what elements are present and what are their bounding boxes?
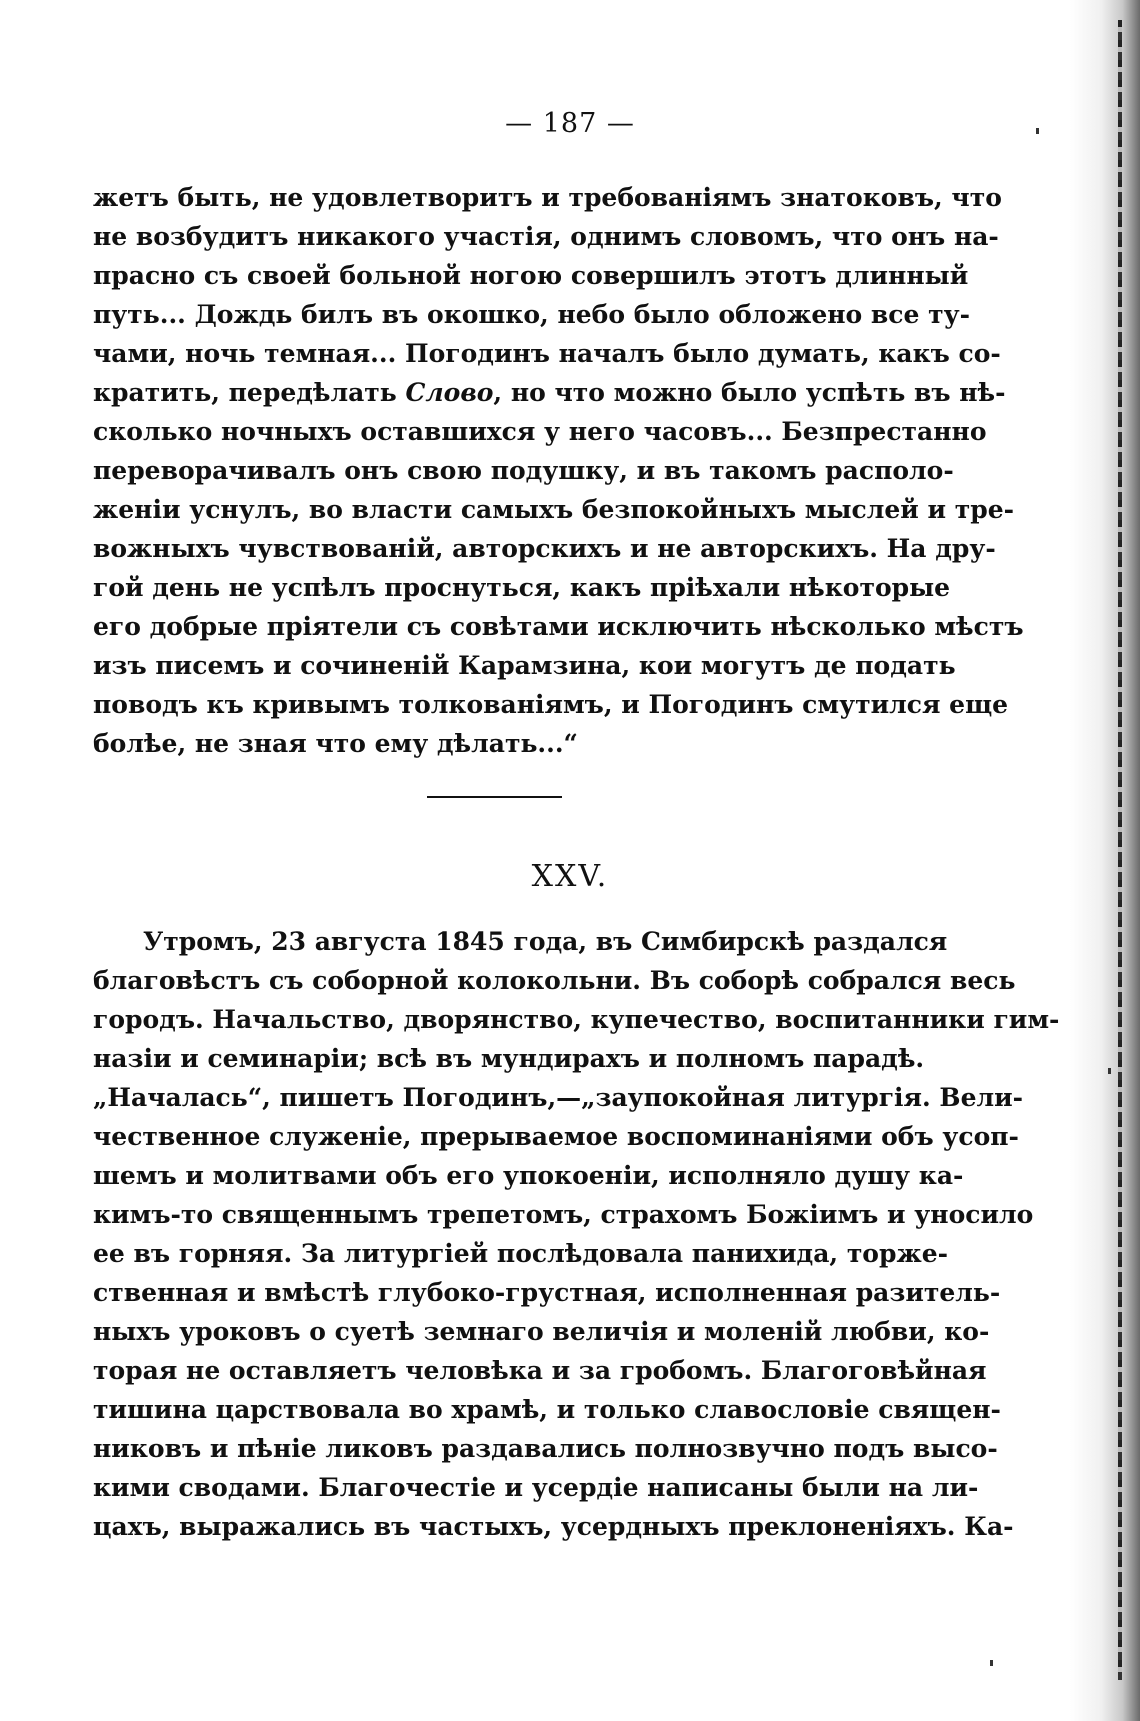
page-number: — 187 — — [505, 108, 635, 139]
text-line: ственная и вмѣстѣ глубоко-грустная, исполненная разитель- — [93, 1278, 1001, 1307]
text-line: переворачивалъ онъ свою подушку, и въ такомъ располо- — [93, 456, 954, 485]
text-line: его добрые пріятели съ совѣтами исключить нѣсколько мѣстъ — [93, 612, 1024, 641]
text-line: ныхъ уроковъ о суетѣ земнаго величія и моленій любви, ко- — [93, 1317, 990, 1346]
text-line: гой день не успѣлъ проснуться, какъ пріѣхали нѣкоторые — [93, 573, 951, 602]
text-line: не возбудитъ никакого участія, однимъ словомъ, что онъ на- — [93, 222, 999, 251]
text-line: назіи и семинаріи; всѣ въ мундирахъ и полномъ парадѣ. — [93, 1044, 925, 1073]
text-line: изъ писемъ и сочиненій Карамзина, кои могутъ де подать — [93, 651, 956, 680]
text-line: кими сводами. Благочестіе и усердіе написаны были на ли- — [93, 1473, 979, 1502]
section-separator-rule — [427, 796, 562, 798]
text-line: благовѣстъ съ соборной колокольни. Въ соборѣ собрался весь — [93, 966, 1016, 995]
text-line: путь... Дождь билъ въ окошко, небо было обложено все ту- — [93, 300, 970, 329]
text-line: кимъ-то священнымъ трепетомъ, страхомъ Божіимъ и уносило — [93, 1200, 1034, 1229]
text-line: „Началась“, пишетъ Погодинъ,—„заупокойная литургія. Вели- — [93, 1083, 1024, 1112]
text-line: кратить, передѣлать Слово, но что можно было успѣть въ нѣ- — [93, 378, 1006, 407]
text-line: поводъ къ кривымъ толкованіямъ, и Погодинъ смутился еще — [93, 690, 1009, 719]
section-paragraph — [93, 922, 1060, 1546]
text-line: шемъ и молитвами объ его упокоеніи, исполняло душу ка- — [93, 1161, 964, 1190]
text-line: болѣе, не зная что ему дѣлать...“ — [93, 729, 578, 758]
scan-speck — [990, 1660, 993, 1666]
section-heading: XXV. — [531, 859, 609, 894]
text-line: вожныхъ чувствованій, авторскихъ и не авторскихъ. На дру- — [93, 534, 996, 563]
text-line: прасно съ своей больной ногою совершилъ этотъ длинный — [93, 261, 969, 290]
text-line: Утромъ, 23 августа 1845 года, въ Симбирскѣ раздался — [143, 927, 948, 956]
text-line: цахъ, выражались въ частыхъ, усердныхъ преклоненіяхъ. Ка- — [93, 1512, 1014, 1541]
scan-edge-strip — [1118, 20, 1122, 1680]
text-line: женіи уснулъ, во власти самыхъ безпокойныхъ мыслей и тре- — [93, 495, 1015, 524]
continuation-paragraph — [93, 178, 1024, 763]
text-line: сколько ночныхъ оставшихся у него часовъ... Безпрестанно — [93, 417, 987, 446]
text-line: чественное служеніе, прерываемое воспоминаніями объ усоп- — [93, 1122, 1019, 1151]
text-line: никовъ и пѣніе ликовъ раздавались полнозвучно подъ высо- — [93, 1434, 998, 1463]
text-line: чами, ночь темная... Погодинъ началъ было думать, какъ со- — [93, 339, 1001, 368]
text-line: жетъ быть, не удовлетворитъ и требованіямъ знатоковъ, что — [93, 183, 1002, 212]
text-line: ее въ горняя. За литургіей послѣдовала панихида, торже- — [93, 1239, 948, 1268]
scan-speck — [1108, 1068, 1111, 1074]
text-line: торая не оставляетъ человѣка и за гробомъ. Благоговѣйная — [93, 1356, 987, 1385]
text-line: городъ. Начальство, дворянство, купечество, воспитанники гим- — [93, 1005, 1060, 1034]
text-line: тишина царствовала во храмѣ, и только славословіе священ- — [93, 1395, 1001, 1424]
italic-title: Слово — [405, 378, 494, 407]
